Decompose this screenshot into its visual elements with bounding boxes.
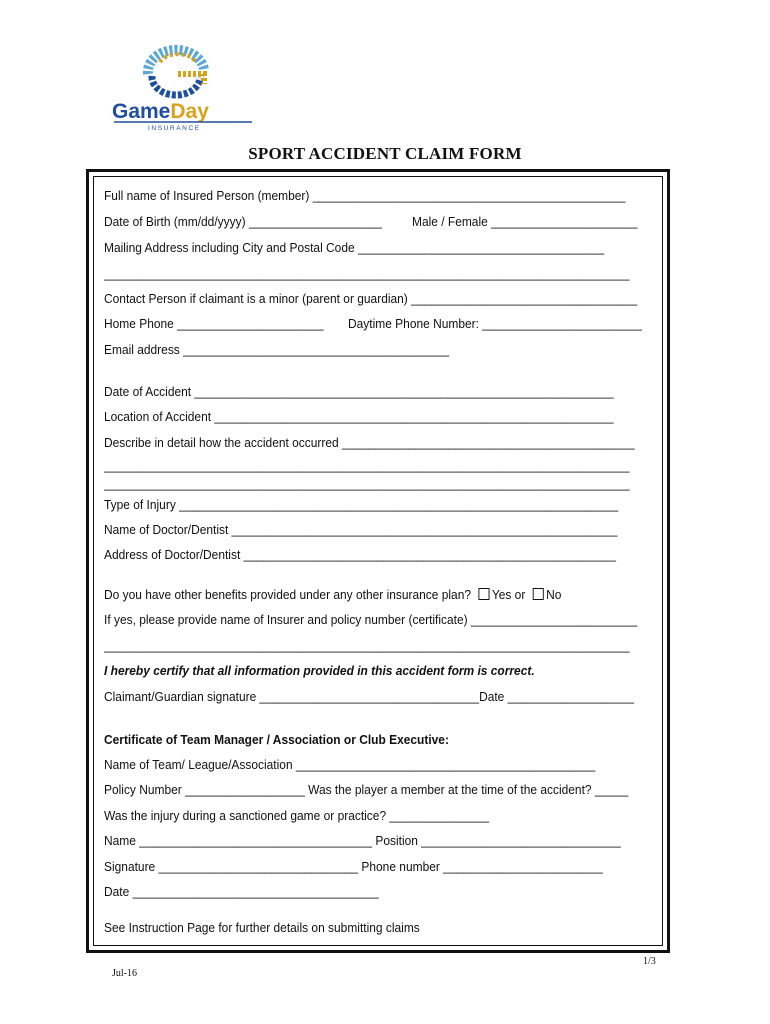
field-home-phone[interactable]: Home Phone ______________________ — [104, 316, 324, 331]
field-location-of-accident[interactable]: Location of Accident ____________________________________________________________ — [104, 409, 614, 424]
yes-label: Yes or — [491, 587, 526, 602]
field-contact-person[interactable]: Contact Person if claimant is a minor (parent or guardian) __________________________________ — [104, 291, 638, 306]
footer-date-code: Jul-16 — [112, 968, 137, 979]
other-benefits-question — [104, 587, 656, 603]
field-claimant-signature-date[interactable]: Claimant/Guardian signature _________________________________Date ___________________ — [104, 689, 635, 704]
instructions-note: See Instruction Page for further details on submitting claims — [104, 920, 420, 935]
other-benefits-label: Do you have other benefits provided under any other insurance plan? — [104, 587, 472, 602]
footer-page-number: 1/3 — [643, 956, 656, 967]
field-doctor-address[interactable]: Address of Doctor/Dentist ________________________________________________________ — [104, 547, 617, 562]
field-accident-description-line-3[interactable]: _______________________________________________________________________________ — [104, 476, 630, 491]
logo-subtitle: INSURANCE — [148, 125, 201, 132]
certificate-heading: Certificate of Team Manager / Association or Club Executive: — [104, 732, 449, 747]
field-email[interactable]: Email address ________________________________________ — [104, 342, 450, 357]
field-gender[interactable]: Male / Female ______________________ — [412, 214, 638, 229]
field-mailing-address-continued[interactable]: _______________________________________________________________________________ — [104, 266, 630, 281]
logo-brand-text: GameDay — [112, 100, 209, 123]
logo-emblem-icon — [148, 50, 204, 95]
field-daytime-phone[interactable]: Daytime Phone Number: ________________________ — [348, 316, 642, 331]
no-checkbox[interactable] — [532, 588, 543, 600]
gameday-insurance-logo — [108, 44, 258, 134]
field-other-insurer[interactable]: If yes, please provide name of Insurer and policy number (certificate) _________________________ — [104, 612, 638, 627]
field-accident-description-line-2[interactable]: _______________________________________________________________________________ — [104, 458, 630, 473]
form-title: SPORT ACCIDENT CLAIM FORM — [248, 144, 522, 163]
field-sanctioned-game[interactable]: Was the injury during a sanctioned game or practice? _______________ — [104, 808, 490, 823]
field-doctor-name[interactable]: Name of Doctor/Dentist __________________________________________________________ — [104, 522, 618, 537]
no-label: No — [546, 587, 562, 602]
field-signature-phone[interactable]: Signature ______________________________ Phone number ________________________ — [104, 859, 603, 874]
field-full-name[interactable]: Full name of Insured Person (member) _______________________________________________ — [104, 188, 626, 203]
certification-statement: I hereby certify that all information provided in this accident form is correct. — [104, 663, 535, 678]
yes-checkbox[interactable] — [478, 588, 489, 600]
field-date-of-accident[interactable]: Date of Accident _______________________________________________________________ — [104, 384, 614, 399]
field-team-name[interactable]: Name of Team/ League/Association _____________________________________________ — [104, 757, 596, 772]
field-date-of-birth[interactable]: Date of Birth (mm/dd/yyyy) ____________________ — [104, 214, 382, 229]
field-other-insurer-continued[interactable]: _______________________________________________________________________________ — [104, 638, 630, 653]
field-name-position[interactable]: Name ___________________________________ Position ______________________________ — [104, 833, 621, 848]
field-type-of-injury[interactable]: Type of Injury __________________________________________________________________ — [104, 497, 619, 512]
field-mailing-address[interactable]: Mailing Address including City and Postal Code _____________________________________ — [104, 240, 605, 255]
field-accident-description[interactable]: Describe in detail how the accident occurred ____________________________________________ — [104, 435, 635, 450]
field-date[interactable]: Date _____________________________________ — [104, 884, 379, 899]
field-policy-number-membership[interactable]: Policy Number __________________ Was the player a member at the time of the accident? _____ — [104, 782, 629, 797]
